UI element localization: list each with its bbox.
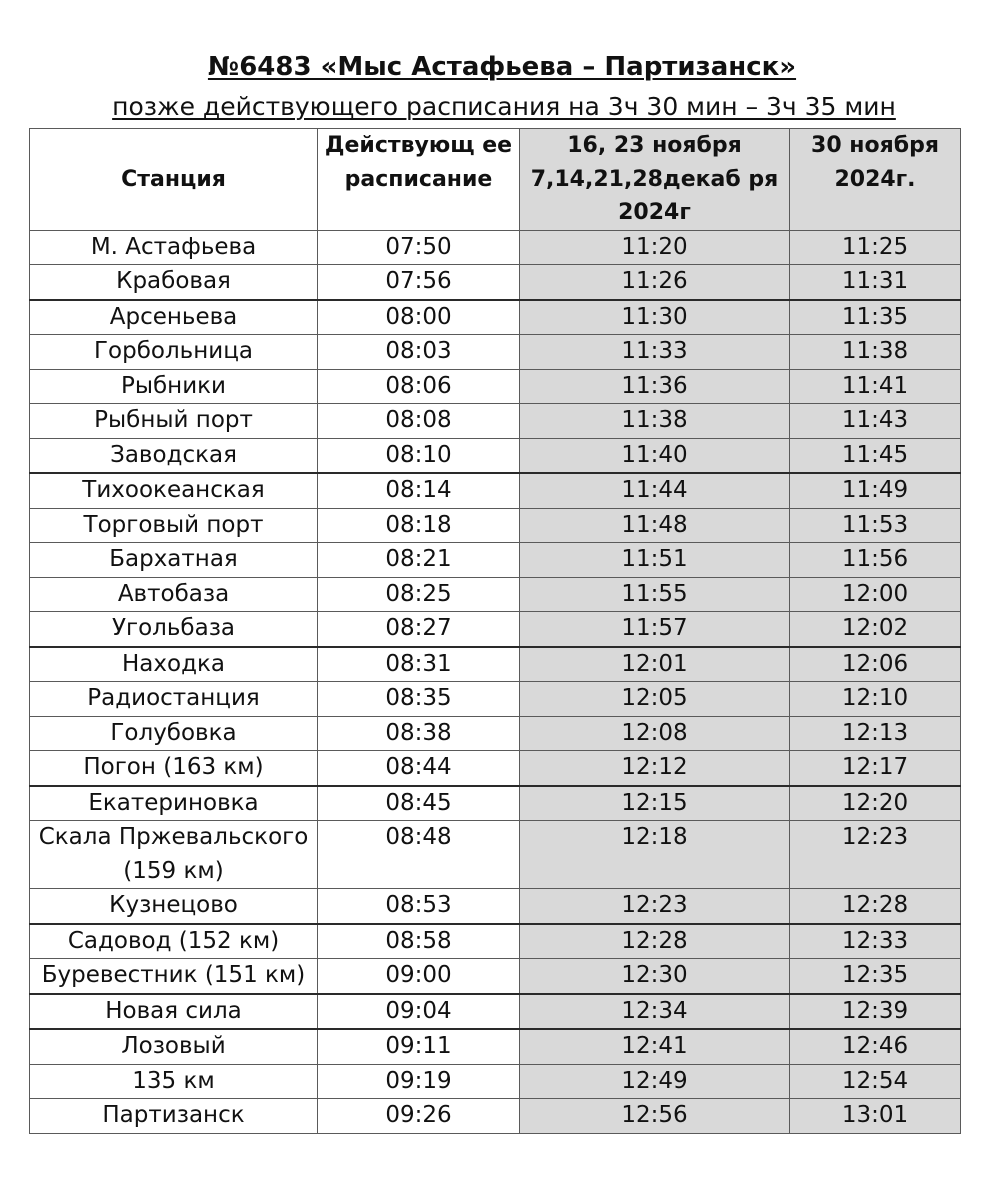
table-row xyxy=(30,612,961,647)
station-cell: Бархатная xyxy=(30,543,318,578)
table-row xyxy=(30,300,961,335)
table-row xyxy=(30,889,961,924)
station-cell: Тихоокеанская xyxy=(30,473,318,508)
table-row xyxy=(30,335,961,370)
current-time-cell: 07:56 xyxy=(318,265,520,300)
current-time-cell: 08:08 xyxy=(318,404,520,439)
table-row xyxy=(30,647,961,682)
nov30-time-cell: 12:28 xyxy=(790,889,961,924)
table-row xyxy=(30,1029,961,1064)
current-time-cell: 07:50 xyxy=(318,230,520,265)
current-time-cell: 08:14 xyxy=(318,473,520,508)
nov30-time-cell: 12:46 xyxy=(790,1029,961,1064)
table-row xyxy=(30,369,961,404)
station-cell: М. Астафьева xyxy=(30,230,318,265)
nov-dec-time-cell: 11:48 xyxy=(520,508,790,543)
nov-dec-time-cell: 11:55 xyxy=(520,577,790,612)
nov30-time-cell: 12:06 xyxy=(790,647,961,682)
station-cell: Рыбный порт xyxy=(30,404,318,439)
current-time-cell: 08:03 xyxy=(318,335,520,370)
nov30-time-cell: 12:00 xyxy=(790,577,961,612)
station-cell: Радиостанция xyxy=(30,682,318,717)
table-row xyxy=(30,1099,961,1134)
station-cell: Скала Пржевальского (159 км) xyxy=(30,821,318,889)
table-row xyxy=(30,924,961,959)
nov-dec-time-cell: 12:41 xyxy=(520,1029,790,1064)
nov30-time-cell: 11:25 xyxy=(790,230,961,265)
header-current-schedule: Действующ ее расписание xyxy=(318,129,520,231)
schedule-subtitle: позже действующего расписания на 3ч 30 мин – 3ч 35 мин xyxy=(112,92,896,121)
nov-dec-time-cell: 11:30 xyxy=(520,300,790,335)
nov30-time-cell: 12:54 xyxy=(790,1064,961,1099)
station-cell: Горбольница xyxy=(30,335,318,370)
station-cell: Екатериновка xyxy=(30,786,318,821)
current-time-cell: 09:19 xyxy=(318,1064,520,1099)
table-row xyxy=(30,1064,961,1099)
nov-dec-time-cell: 11:26 xyxy=(520,265,790,300)
nov30-time-cell: 11:43 xyxy=(790,404,961,439)
nov30-time-cell: 12:10 xyxy=(790,682,961,717)
nov-dec-time-cell: 12:30 xyxy=(520,959,790,994)
nov30-time-cell: 11:31 xyxy=(790,265,961,300)
nov30-time-cell: 11:45 xyxy=(790,438,961,473)
table-row xyxy=(30,682,961,717)
nov30-time-cell: 11:53 xyxy=(790,508,961,543)
current-time-cell: 08:21 xyxy=(318,543,520,578)
nov-dec-time-cell: 11:57 xyxy=(520,612,790,647)
header-row xyxy=(30,129,961,231)
nov-dec-time-cell: 11:51 xyxy=(520,543,790,578)
current-time-cell: 08:31 xyxy=(318,647,520,682)
nov-dec-time-cell: 12:28 xyxy=(520,924,790,959)
nov-dec-time-cell: 11:20 xyxy=(520,230,790,265)
station-cell: Арсеньева xyxy=(30,300,318,335)
nov-dec-time-cell: 12:49 xyxy=(520,1064,790,1099)
nov30-time-cell: 12:33 xyxy=(790,924,961,959)
nov30-time-cell: 12:02 xyxy=(790,612,961,647)
table-row xyxy=(30,751,961,786)
table-row xyxy=(30,404,961,439)
nov-dec-time-cell: 12:34 xyxy=(520,994,790,1030)
current-time-cell: 08:10 xyxy=(318,438,520,473)
nov-dec-time-cell: 12:56 xyxy=(520,1099,790,1134)
nov-dec-time-cell: 11:38 xyxy=(520,404,790,439)
table-row xyxy=(30,473,961,508)
table-row xyxy=(30,959,961,994)
station-cell: Заводская xyxy=(30,438,318,473)
current-time-cell: 08:48 xyxy=(318,821,520,889)
nov-dec-time-cell: 12:01 xyxy=(520,647,790,682)
station-cell: Буревестник (151 км) xyxy=(30,959,318,994)
station-cell: Голубовка xyxy=(30,716,318,751)
station-cell: Автобаза xyxy=(30,577,318,612)
header-nov-dec-dates: 16, 23 ноября 7,14,21,28декаб ря 2024г xyxy=(520,129,790,231)
nov30-time-cell: 11:38 xyxy=(790,335,961,370)
current-time-cell: 08:00 xyxy=(318,300,520,335)
current-time-cell: 08:38 xyxy=(318,716,520,751)
station-cell: Кузнецово xyxy=(30,889,318,924)
current-time-cell: 08:25 xyxy=(318,577,520,612)
nov30-time-cell: 12:23 xyxy=(790,821,961,889)
table-row xyxy=(30,508,961,543)
nov-dec-time-cell: 11:36 xyxy=(520,369,790,404)
station-cell: Новая сила xyxy=(30,994,318,1030)
nov-dec-time-cell: 12:05 xyxy=(520,682,790,717)
nov30-time-cell: 12:39 xyxy=(790,994,961,1030)
station-cell: Погон (163 км) xyxy=(30,751,318,786)
station-cell: 135 км xyxy=(30,1064,318,1099)
nov-dec-time-cell: 11:44 xyxy=(520,473,790,508)
table-row xyxy=(30,577,961,612)
current-time-cell: 09:26 xyxy=(318,1099,520,1134)
nov30-time-cell: 11:49 xyxy=(790,473,961,508)
table-row xyxy=(30,543,961,578)
station-cell: Садовод (152 км) xyxy=(30,924,318,959)
current-time-cell: 08:18 xyxy=(318,508,520,543)
table-row xyxy=(30,438,961,473)
nov-dec-time-cell: 12:15 xyxy=(520,786,790,821)
table-row xyxy=(30,265,961,300)
station-cell: Угольбаза xyxy=(30,612,318,647)
current-time-cell: 08:35 xyxy=(318,682,520,717)
table-row xyxy=(30,821,961,889)
header-nov30: 30 ноября 2024г. xyxy=(790,129,961,231)
current-time-cell: 09:00 xyxy=(318,959,520,994)
current-time-cell: 08:06 xyxy=(318,369,520,404)
nov30-time-cell: 11:35 xyxy=(790,300,961,335)
station-cell: Лозовый xyxy=(30,1029,318,1064)
current-time-cell: 08:53 xyxy=(318,889,520,924)
nov30-time-cell: 12:13 xyxy=(790,716,961,751)
current-time-cell: 09:04 xyxy=(318,994,520,1030)
nov30-time-cell: 12:17 xyxy=(790,751,961,786)
nov-dec-time-cell: 12:12 xyxy=(520,751,790,786)
nov30-time-cell: 11:41 xyxy=(790,369,961,404)
nov-dec-time-cell: 11:33 xyxy=(520,335,790,370)
table-row xyxy=(30,786,961,821)
nov30-time-cell: 12:35 xyxy=(790,959,961,994)
station-cell: Партизанск xyxy=(30,1099,318,1134)
current-time-cell: 08:58 xyxy=(318,924,520,959)
current-time-cell: 08:44 xyxy=(318,751,520,786)
nov30-time-cell: 12:20 xyxy=(790,786,961,821)
table-row xyxy=(30,716,961,751)
station-cell: Крабовая xyxy=(30,265,318,300)
timetable xyxy=(29,128,961,1134)
station-cell: Торговый порт xyxy=(30,508,318,543)
nov30-time-cell: 13:01 xyxy=(790,1099,961,1134)
station-cell: Находка xyxy=(30,647,318,682)
current-time-cell: 08:45 xyxy=(318,786,520,821)
nov-dec-time-cell: 11:40 xyxy=(520,438,790,473)
station-cell: Рыбники xyxy=(30,369,318,404)
nov-dec-time-cell: 12:08 xyxy=(520,716,790,751)
current-time-cell: 09:11 xyxy=(318,1029,520,1064)
header-station: Станция xyxy=(30,129,318,231)
nov-dec-time-cell: 12:23 xyxy=(520,889,790,924)
current-time-cell: 08:27 xyxy=(318,612,520,647)
nov-dec-time-cell: 12:18 xyxy=(520,821,790,889)
schedule-title: №6483 «Мыс Астафьева – Партизанск» xyxy=(207,52,797,82)
nov30-time-cell: 11:56 xyxy=(790,543,961,578)
table-row xyxy=(30,994,961,1030)
table-row xyxy=(30,230,961,265)
